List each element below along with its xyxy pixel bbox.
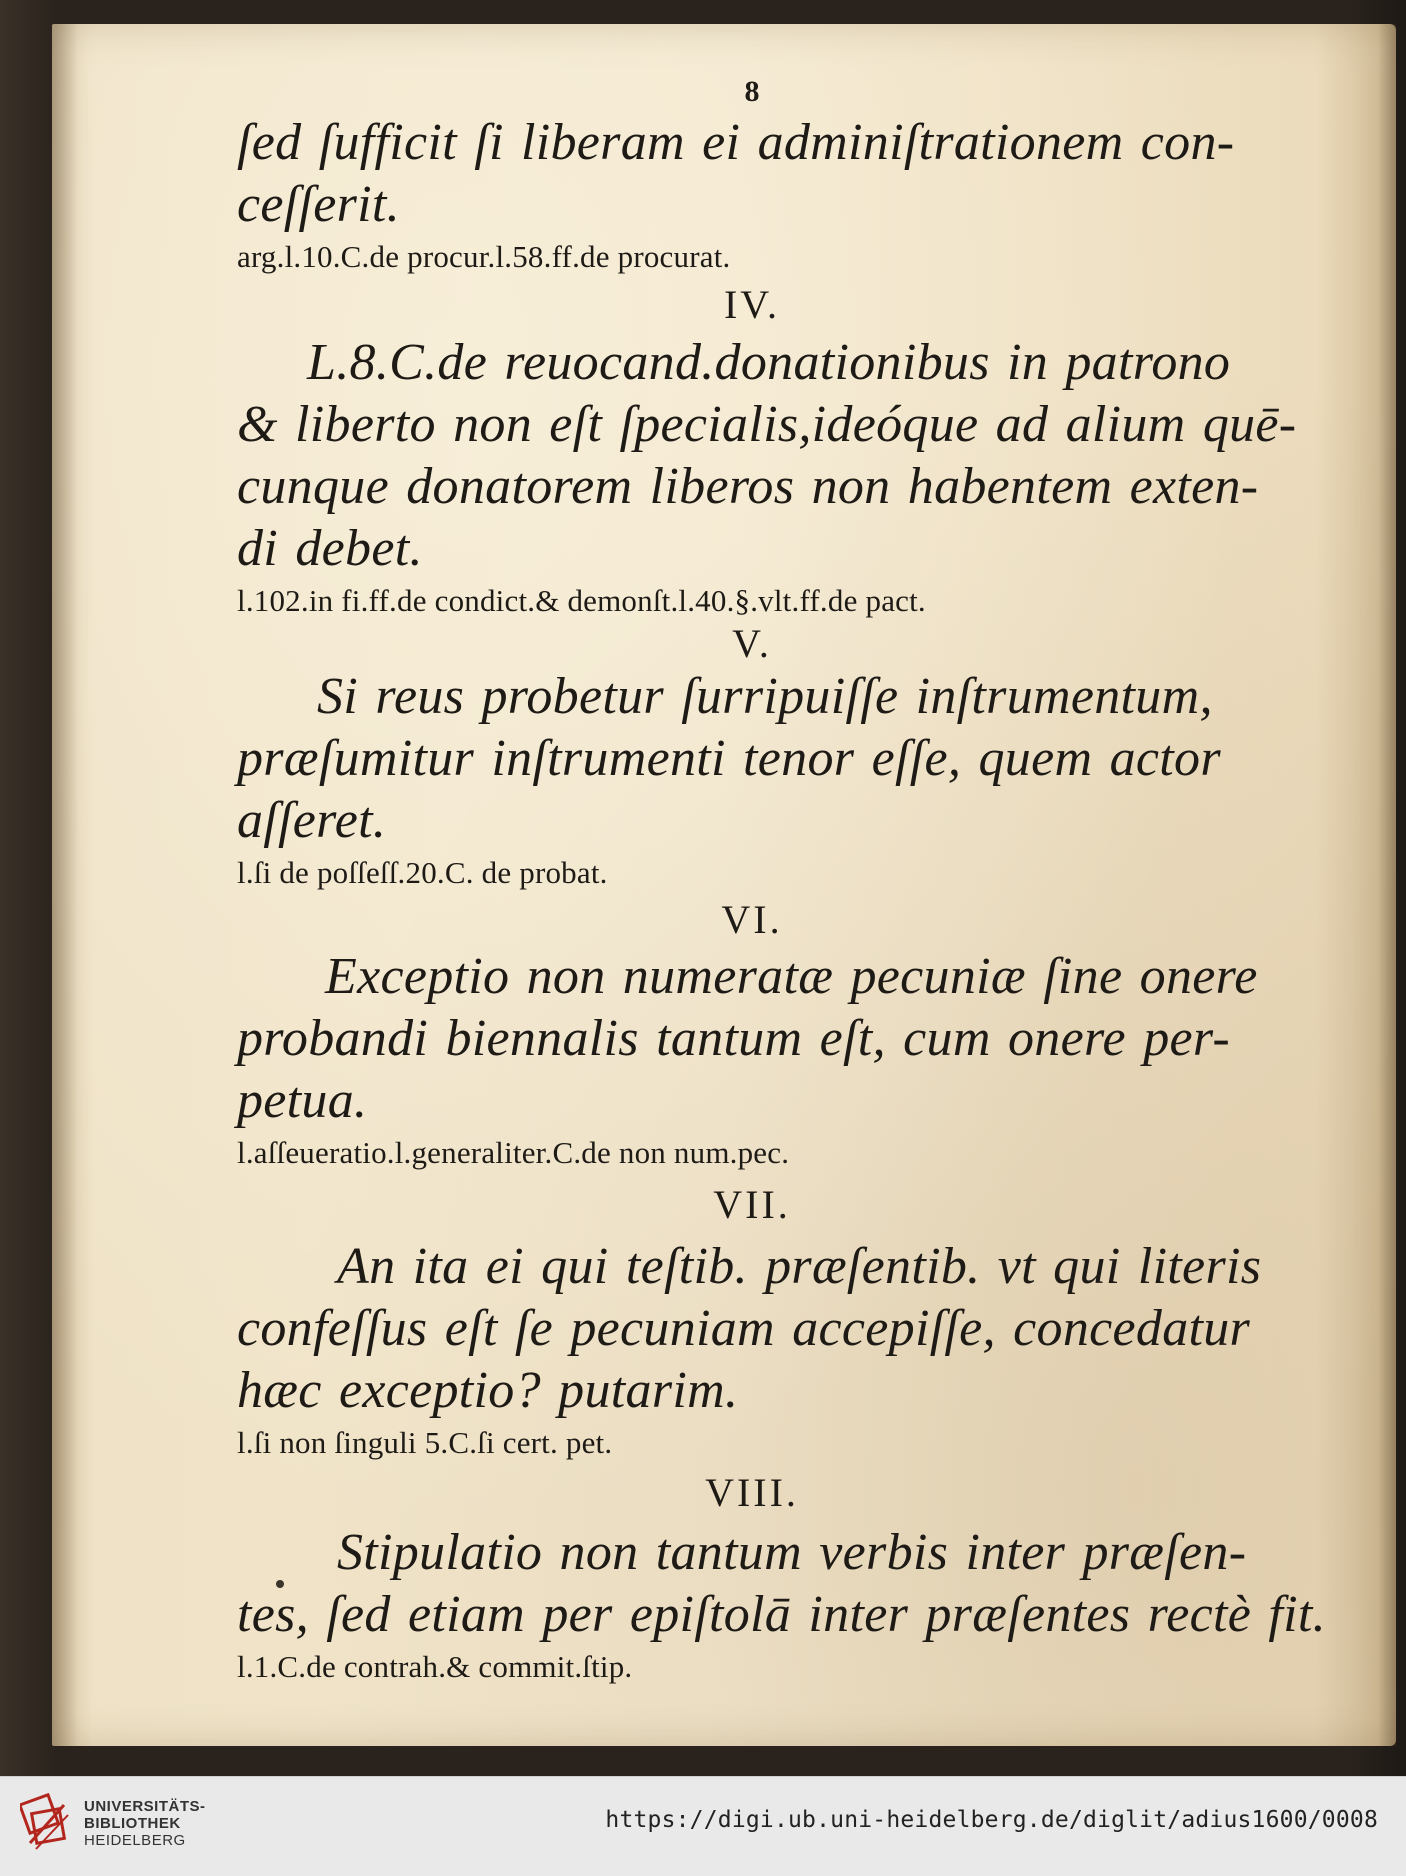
statement-line: præſumitur inſtrumenti tenor eſſe, quem actor	[237, 730, 1221, 787]
thesis-citation: arg.l.10.C.de procur.l.58.ff.de procurat.	[237, 239, 731, 274]
thesis-citation: l.ſi de poſſeſſ.20.C. de probat.	[237, 855, 608, 890]
page-text	[237, 72, 1326, 1688]
statement-line: hæc exceptio? putarim.	[237, 1362, 739, 1419]
thesis-vi	[237, 894, 1267, 1174]
statement-line: ceſſerit.	[237, 176, 400, 233]
thesis-numeral: VII.	[713, 1182, 791, 1227]
page-edge-shadow	[1378, 24, 1396, 1746]
thesis-v	[237, 622, 1267, 894]
statement-line: tes, ſed etiam per epiſtolā inter præſentes rectè fit.	[237, 1586, 1326, 1643]
thesis-viii	[237, 1464, 1326, 1688]
library-logo[interactable]	[20, 1793, 206, 1853]
statement-line: confeſſus eſt ſe pecuniam accepiſſe, concedatur	[237, 1300, 1251, 1357]
thesis-statement	[237, 946, 1267, 1132]
thesis-citation: l.ſi non ſinguli 5.C.ſi cert. pet.	[237, 1425, 613, 1460]
library-name-line: UNIVERSITÄTS-	[84, 1797, 206, 1815]
thesis-numeral: V.	[732, 621, 772, 666]
statement-line: probandi biennalis tantum eſt, cum onere per-	[237, 1010, 1231, 1067]
thesis-statement	[237, 1236, 1267, 1422]
thesis-citation: l.aſſeueratio.l.generaliter.C.de non num.pec.	[237, 1135, 790, 1170]
thesis-vii	[237, 1174, 1267, 1464]
statement-line: Exceptio non numeratæ pecuniæ ſine onere	[325, 948, 1258, 1005]
page-gutter-shadow	[52, 24, 78, 1746]
permalink-url[interactable]: https://digi.ub.uni-heidelberg.de/diglit/adius1600/0008	[605, 1807, 1378, 1833]
thesis-citation: l.1.C.de contrah.& commit.ſtip.	[237, 1649, 633, 1684]
statement-line: ſed ſufficit ſi liberam ei adminiſtrationem con-	[237, 114, 1235, 171]
thesis-numeral: IV.	[723, 282, 781, 327]
library-name-line: BIBLIOTHEK	[84, 1814, 181, 1832]
statement-line: L.8.C.de reuocand.donationibus in patrono	[307, 334, 1231, 391]
library-name	[84, 1798, 206, 1849]
library-name-line: HEIDELBERG	[84, 1831, 186, 1849]
statement-line: An ita ei qui teſtib. præſentib. vt qui literis	[337, 1238, 1262, 1295]
thesis-numeral: VIII.	[705, 1470, 799, 1515]
statement-line: Stipulatio non tantum verbis inter præſen-	[337, 1524, 1247, 1581]
folio-number: 8	[744, 75, 760, 108]
book-page	[52, 24, 1396, 1746]
thesis-iv	[237, 278, 1297, 622]
thesis-statement	[237, 666, 1267, 852]
statement-line: Si reus probetur ſurripuiſſe inſtrumentum,	[317, 668, 1213, 725]
footer-bar	[0, 1776, 1406, 1876]
statement-line: di debet.	[237, 520, 423, 577]
thesis-statement	[237, 112, 1267, 236]
thesis-numeral: VI.	[721, 897, 783, 942]
statement-line: petua.	[237, 1072, 368, 1129]
thesis-continuation	[237, 112, 1267, 278]
thesis-statement	[237, 332, 1297, 580]
statement-line: cunque donatorem liberos non habentem exten-	[237, 458, 1259, 515]
thesis-citation: l.102.in fi.ff.de condict.& demonſt.l.40.§.vlt.ff.de pact.	[237, 583, 926, 618]
library-logo-icon	[20, 1793, 72, 1853]
statement-line: aſſeret.	[237, 792, 387, 849]
thesis-statement	[237, 1522, 1326, 1646]
statement-line: & liberto non eſt ſpecialis,ideóque ad alium quē-	[237, 396, 1297, 453]
